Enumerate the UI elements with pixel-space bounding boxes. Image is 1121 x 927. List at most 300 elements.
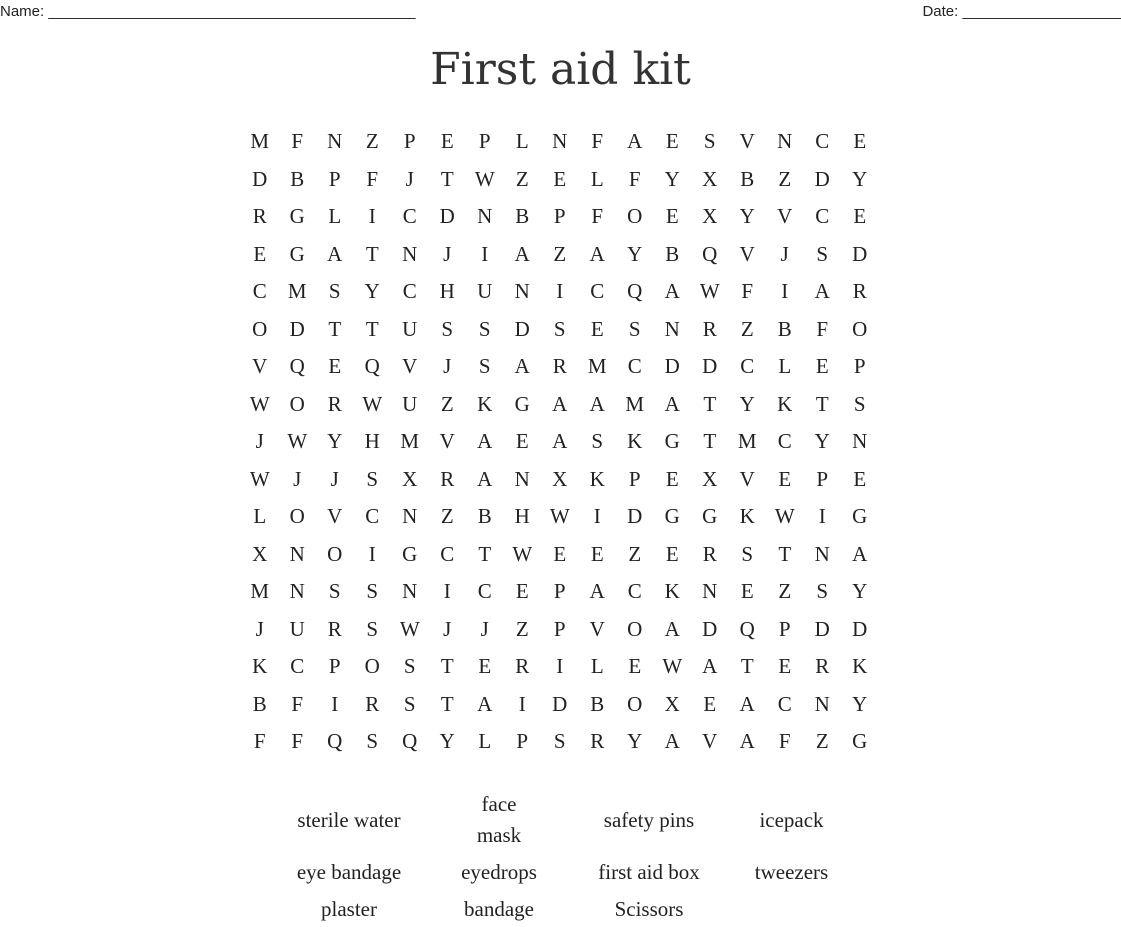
grid-letter: E <box>740 579 754 604</box>
word-list <box>274 789 859 924</box>
grid-letter: Y <box>739 391 755 416</box>
grid-letter: J <box>255 429 264 454</box>
grid-letter: J <box>293 466 302 491</box>
grid-letter: D <box>289 316 305 341</box>
grid-letter: O <box>627 691 643 716</box>
grid-letter: T <box>703 391 717 416</box>
grid-letter: E <box>515 429 529 454</box>
grid-letter: W <box>662 654 683 679</box>
grid-letter: A <box>589 579 605 604</box>
grid-letter: L <box>778 354 792 379</box>
grid-letter: E <box>440 129 454 154</box>
grid-letter: E <box>553 166 567 191</box>
grid-letter: U <box>402 391 418 416</box>
grid-letter: N <box>852 429 868 454</box>
grid-letter: A <box>627 129 643 154</box>
grid-letter: W <box>474 166 495 191</box>
grid-letter: D <box>627 504 643 529</box>
grid-letter: B <box>777 316 792 341</box>
grid-letter: V <box>252 354 268 379</box>
grid-letter: D <box>814 166 830 191</box>
grid-letter: Y <box>627 729 643 754</box>
grid-letter: E <box>853 204 867 229</box>
grid-letter: Z <box>515 616 529 641</box>
grid-letter: C <box>290 654 305 679</box>
grid-letter: F <box>628 166 641 191</box>
word-list-item: bandage <box>464 896 534 921</box>
grid-letter: A <box>477 466 493 491</box>
grid-letter: S <box>703 129 716 154</box>
grid-letter: P <box>403 129 416 154</box>
grid-letter: O <box>852 316 868 341</box>
grid-letter: X <box>702 204 718 229</box>
grid-letter: F <box>291 691 304 716</box>
grid-letter: E <box>590 316 604 341</box>
grid-letter: Y <box>852 691 868 716</box>
grid-letter: A <box>589 241 605 266</box>
grid-letter: T <box>478 541 492 566</box>
grid-letter: P <box>478 129 491 154</box>
grid-letter: S <box>853 391 866 416</box>
grid-letter: G <box>289 241 305 266</box>
grid-letter: Z <box>365 129 379 154</box>
grid-letter: Y <box>327 429 343 454</box>
grid-letter: V <box>739 241 755 266</box>
grid-letter: D <box>702 616 718 641</box>
grid-letter: R <box>365 691 380 716</box>
grid-letter: D <box>852 241 868 266</box>
grid-letter: F <box>816 316 829 341</box>
grid-letter: D <box>439 204 455 229</box>
grid-letter: H <box>364 429 380 454</box>
grid-letter: J <box>255 616 264 641</box>
grid-letter: T <box>815 391 829 416</box>
grid-letter: Z <box>515 166 529 191</box>
grid-letter: A <box>852 541 868 566</box>
grid-letter: O <box>627 204 643 229</box>
grid-letter: C <box>777 691 792 716</box>
grid-letter: W <box>774 504 795 529</box>
grid-letter: M <box>625 391 645 416</box>
grid-letter: V <box>739 129 755 154</box>
grid-letter: K <box>477 391 493 416</box>
grid-letter: M <box>587 354 607 379</box>
grid-letter: Z <box>440 504 454 529</box>
grid-letter: S <box>553 316 566 341</box>
grid-letter: D <box>814 616 830 641</box>
grid-letter: G <box>664 429 680 454</box>
grid-letter: S <box>328 279 341 304</box>
grid-letter: S <box>366 579 379 604</box>
grid-letter: N <box>514 279 530 304</box>
grid-letter: S <box>441 316 454 341</box>
grid-letter: N <box>402 241 418 266</box>
grid-letter: G <box>514 391 530 416</box>
grid-letter: T <box>740 654 754 679</box>
grid-letter: K <box>252 654 268 679</box>
grid-letter: B <box>252 691 267 716</box>
grid-letter: Q <box>702 241 718 266</box>
grid-letter: P <box>328 654 341 679</box>
grid-letter: R <box>702 316 717 341</box>
grid-letter: O <box>627 616 643 641</box>
grid-letter: Y <box>627 241 643 266</box>
grid-letter: E <box>328 354 342 379</box>
grid-letter: A <box>702 654 718 679</box>
grid-letter: W <box>399 616 420 641</box>
grid-letter: N <box>327 129 343 154</box>
grid-letter: C <box>590 279 605 304</box>
grid-letter: F <box>253 729 266 754</box>
grid-letter: K <box>739 504 755 529</box>
grid-letter: W <box>362 391 383 416</box>
grid-letter: Q <box>364 354 380 379</box>
grid-letter: C <box>477 579 492 604</box>
grid-letter: A <box>552 429 568 454</box>
grid-letter: P <box>553 204 566 229</box>
grid-letter: I <box>481 241 489 266</box>
grid-letter: D <box>664 354 680 379</box>
grid-letter: S <box>816 579 829 604</box>
grid-letter: F <box>291 729 304 754</box>
grid-letter: C <box>740 354 755 379</box>
grid-letter: J <box>443 241 452 266</box>
grid-letter: J <box>443 354 452 379</box>
grid-letter: J <box>405 166 414 191</box>
grid-letter: Y <box>439 729 455 754</box>
grid-letter: S <box>478 316 491 341</box>
grid-letter: Y <box>664 166 680 191</box>
grid-letter: G <box>852 504 868 529</box>
grid-letter: O <box>327 541 343 566</box>
grid-letter: U <box>477 279 493 304</box>
name-field[interactable]: Name: ____________________________________________ <box>0 3 416 20</box>
grid-letter: A <box>552 391 568 416</box>
grid-letter: I <box>443 579 451 604</box>
grid-letter: A <box>589 391 605 416</box>
word-list-item: sterile water <box>297 807 401 832</box>
grid-letter: V <box>327 504 343 529</box>
grid-letter: I <box>518 691 526 716</box>
grid-letter: K <box>664 579 680 604</box>
grid-letter: K <box>777 391 793 416</box>
grid-letter: M <box>250 129 270 154</box>
grid-letter: R <box>815 654 830 679</box>
grid-letter: I <box>593 504 601 529</box>
grid-letter: G <box>702 504 718 529</box>
grid-letter: C <box>777 429 792 454</box>
grid-letter: P <box>628 466 641 491</box>
grid-letter: F <box>366 166 379 191</box>
grid-letter: C <box>252 279 267 304</box>
page-title: First aid kit <box>430 44 691 95</box>
grid-letter: P <box>516 729 529 754</box>
grid-letter: B <box>515 204 530 229</box>
grid-letter: M <box>287 279 307 304</box>
grid-letter: A <box>664 616 680 641</box>
grid-letter: Z <box>740 316 754 341</box>
grid-letter: T <box>440 654 454 679</box>
grid-letter: B <box>740 166 755 191</box>
grid-letter: Z <box>778 166 792 191</box>
grid-letter: E <box>665 129 679 154</box>
grid-letter: E <box>590 541 604 566</box>
grid-letter: J <box>330 466 339 491</box>
grid-letter: Q <box>402 729 418 754</box>
grid-letter: L <box>515 129 529 154</box>
grid-letter: A <box>739 729 755 754</box>
grid-letter: Y <box>852 166 868 191</box>
grid-letter: A <box>477 429 493 454</box>
grid-letter: X <box>252 541 268 566</box>
grid-letter: S <box>366 616 379 641</box>
grid-letter: S <box>366 466 379 491</box>
grid-letter: E <box>553 541 567 566</box>
grid-letter: S <box>328 579 341 604</box>
grid-letter: V <box>589 616 605 641</box>
grid-letter: Y <box>814 429 830 454</box>
grid-letter: P <box>328 166 341 191</box>
grid-letter: Z <box>553 241 567 266</box>
grid-letter: O <box>252 316 268 341</box>
grid-letter: U <box>289 616 305 641</box>
grid-letter: E <box>665 466 679 491</box>
grid-letter: L <box>478 729 492 754</box>
grid-letter: X <box>702 466 718 491</box>
grid-letter: C <box>402 204 417 229</box>
grid-letter: M <box>737 429 757 454</box>
grid-letter: Z <box>778 579 792 604</box>
grid-letter: C <box>440 541 455 566</box>
grid-letter: T <box>778 541 792 566</box>
grid-letter: W <box>699 279 720 304</box>
grid-letter: B <box>477 504 492 529</box>
grid-letter: O <box>364 654 380 679</box>
grid-letter: H <box>439 279 455 304</box>
grid-letter: E <box>778 654 792 679</box>
grid-letter: T <box>703 429 717 454</box>
grid-letter: N <box>289 579 305 604</box>
grid-letter: V <box>777 204 793 229</box>
grid-letter: M <box>400 429 420 454</box>
grid-letter: R <box>327 616 342 641</box>
grid-letter: G <box>664 504 680 529</box>
grid-letter: B <box>590 691 605 716</box>
grid-letter: R <box>590 729 605 754</box>
grid-letter: T <box>365 241 379 266</box>
grid-letter: W <box>549 504 570 529</box>
grid-letter: L <box>328 204 342 229</box>
grid-letter: E <box>853 129 867 154</box>
grid-letter: I <box>368 204 376 229</box>
grid-letter: V <box>702 729 718 754</box>
grid-letter: D <box>702 354 718 379</box>
grid-letter: J <box>480 616 489 641</box>
grid-letter: E <box>703 691 717 716</box>
grid-letter: C <box>627 579 642 604</box>
grid-letter: C <box>627 354 642 379</box>
grid-letter: N <box>402 579 418 604</box>
grid-letter: D <box>552 691 568 716</box>
grid-letter: D <box>514 316 530 341</box>
grid-letter: X <box>402 466 418 491</box>
grid-letter: R <box>852 279 867 304</box>
grid-letter: R <box>252 204 267 229</box>
grid-letter: S <box>366 729 379 754</box>
grid-letter: L <box>590 166 604 191</box>
grid-letter: A <box>327 241 343 266</box>
grid-letter: Q <box>627 279 643 304</box>
grid-letter: N <box>702 579 718 604</box>
grid-letter: E <box>665 541 679 566</box>
word-list-item: eye bandage <box>296 860 402 884</box>
grid-letter: N <box>777 129 793 154</box>
grid-letter: O <box>289 391 305 416</box>
grid-letter: I <box>331 691 339 716</box>
word-list-item: icepack <box>759 807 824 832</box>
grid-letter: C <box>402 279 417 304</box>
grid-letter: Q <box>289 354 305 379</box>
grid-letter: P <box>553 579 566 604</box>
grid-letter: Z <box>815 729 829 754</box>
grid-letter: B <box>665 241 680 266</box>
letter-grid <box>241 123 879 761</box>
grid-letter: Y <box>364 279 380 304</box>
grid-letter: E <box>853 466 867 491</box>
grid-letter: S <box>741 541 754 566</box>
grid-letter: N <box>814 541 830 566</box>
grid-letter: A <box>664 391 680 416</box>
grid-letter: A <box>514 354 530 379</box>
grid-letter: F <box>741 279 754 304</box>
word-list-item: Scissors <box>614 896 684 921</box>
grid-letter: G <box>402 541 418 566</box>
grid-letter: S <box>403 691 416 716</box>
grid-letter: T <box>328 316 342 341</box>
grid-letter: E <box>665 204 679 229</box>
grid-letter: N <box>664 316 680 341</box>
grid-letter: Y <box>852 579 868 604</box>
grid-letter: A <box>514 241 530 266</box>
grid-letter: G <box>852 729 868 754</box>
grid-letter: E <box>628 654 642 679</box>
grid-letter: I <box>368 541 376 566</box>
grid-letter: P <box>778 616 791 641</box>
grid-letter: W <box>249 391 270 416</box>
grid-letter: A <box>739 691 755 716</box>
grid-letter: O <box>289 504 305 529</box>
grid-letter: P <box>553 616 566 641</box>
grid-letter: E <box>253 241 267 266</box>
grid-letter: I <box>556 654 564 679</box>
grid-letter: F <box>591 204 604 229</box>
word-list-item: tweezers <box>754 860 829 884</box>
grid-letter: X <box>552 466 568 491</box>
grid-letter: K <box>627 429 643 454</box>
grid-letter: B <box>290 166 305 191</box>
grid-letter: C <box>365 504 380 529</box>
grid-letter: R <box>440 466 455 491</box>
grid-letter: Q <box>327 729 343 754</box>
grid-letter: W <box>249 466 270 491</box>
grid-letter: E <box>815 354 829 379</box>
grid-letter: D <box>852 616 868 641</box>
word-list-item: face mask <box>476 792 522 847</box>
grid-letter: M <box>250 579 270 604</box>
grid-letter: F <box>291 129 304 154</box>
word-list-item: first aid box <box>598 860 700 884</box>
grid-letter: N <box>552 129 568 154</box>
grid-letter: T <box>365 316 379 341</box>
word-list-item: safety pins <box>603 807 695 832</box>
grid-letter: K <box>589 466 605 491</box>
grid-letter: I <box>781 279 789 304</box>
grid-letter: N <box>402 504 418 529</box>
grid-letter: L <box>253 504 267 529</box>
grid-letter: S <box>403 654 416 679</box>
grid-letter: U <box>402 316 418 341</box>
grid-letter: J <box>443 616 452 641</box>
grid-letter: A <box>664 279 680 304</box>
grid-letter: W <box>287 429 308 454</box>
grid-letter: S <box>628 316 641 341</box>
date-field[interactable]: Date: ___________________ <box>922 3 1121 20</box>
grid-letter: N <box>289 541 305 566</box>
grid-letter: A <box>814 279 830 304</box>
grid-letter: J <box>780 241 789 266</box>
grid-letter: E <box>478 654 492 679</box>
grid-letter: S <box>816 241 829 266</box>
grid-letter: N <box>514 466 530 491</box>
grid-letter: K <box>852 654 868 679</box>
grid-letter: W <box>512 541 533 566</box>
word-list-item <box>724 894 859 924</box>
grid-letter: F <box>778 729 791 754</box>
grid-letter: C <box>815 204 830 229</box>
grid-letter: F <box>591 129 604 154</box>
grid-letter: L <box>590 654 604 679</box>
grid-letter: N <box>477 204 493 229</box>
grid-letter: E <box>515 579 529 604</box>
grid-letter: P <box>853 354 866 379</box>
grid-letter: S <box>478 354 491 379</box>
grid-letter: G <box>289 204 305 229</box>
grid-letter: V <box>402 354 418 379</box>
grid-letter: X <box>702 166 718 191</box>
word-list-item: eyedrops <box>461 860 537 884</box>
grid-letter: A <box>477 691 493 716</box>
grid-letter: Q <box>739 616 755 641</box>
grid-letter: Y <box>739 204 755 229</box>
grid-letter: H <box>514 504 530 529</box>
grid-letter: C <box>815 129 830 154</box>
grid-letter: P <box>816 466 829 491</box>
grid-letter: T <box>440 166 454 191</box>
grid-letter: I <box>556 279 564 304</box>
grid-letter: Z <box>628 541 642 566</box>
grid-letter: D <box>252 166 268 191</box>
grid-letter: S <box>591 429 604 454</box>
grid-letter: E <box>778 466 792 491</box>
grid-letter: R <box>327 391 342 416</box>
grid-letter: R <box>515 654 530 679</box>
grid-letter: R <box>552 354 567 379</box>
grid-letter: R <box>702 541 717 566</box>
grid-letter: T <box>440 691 454 716</box>
grid-letter: V <box>739 466 755 491</box>
grid-letter: X <box>664 691 680 716</box>
grid-letter: I <box>818 504 826 529</box>
